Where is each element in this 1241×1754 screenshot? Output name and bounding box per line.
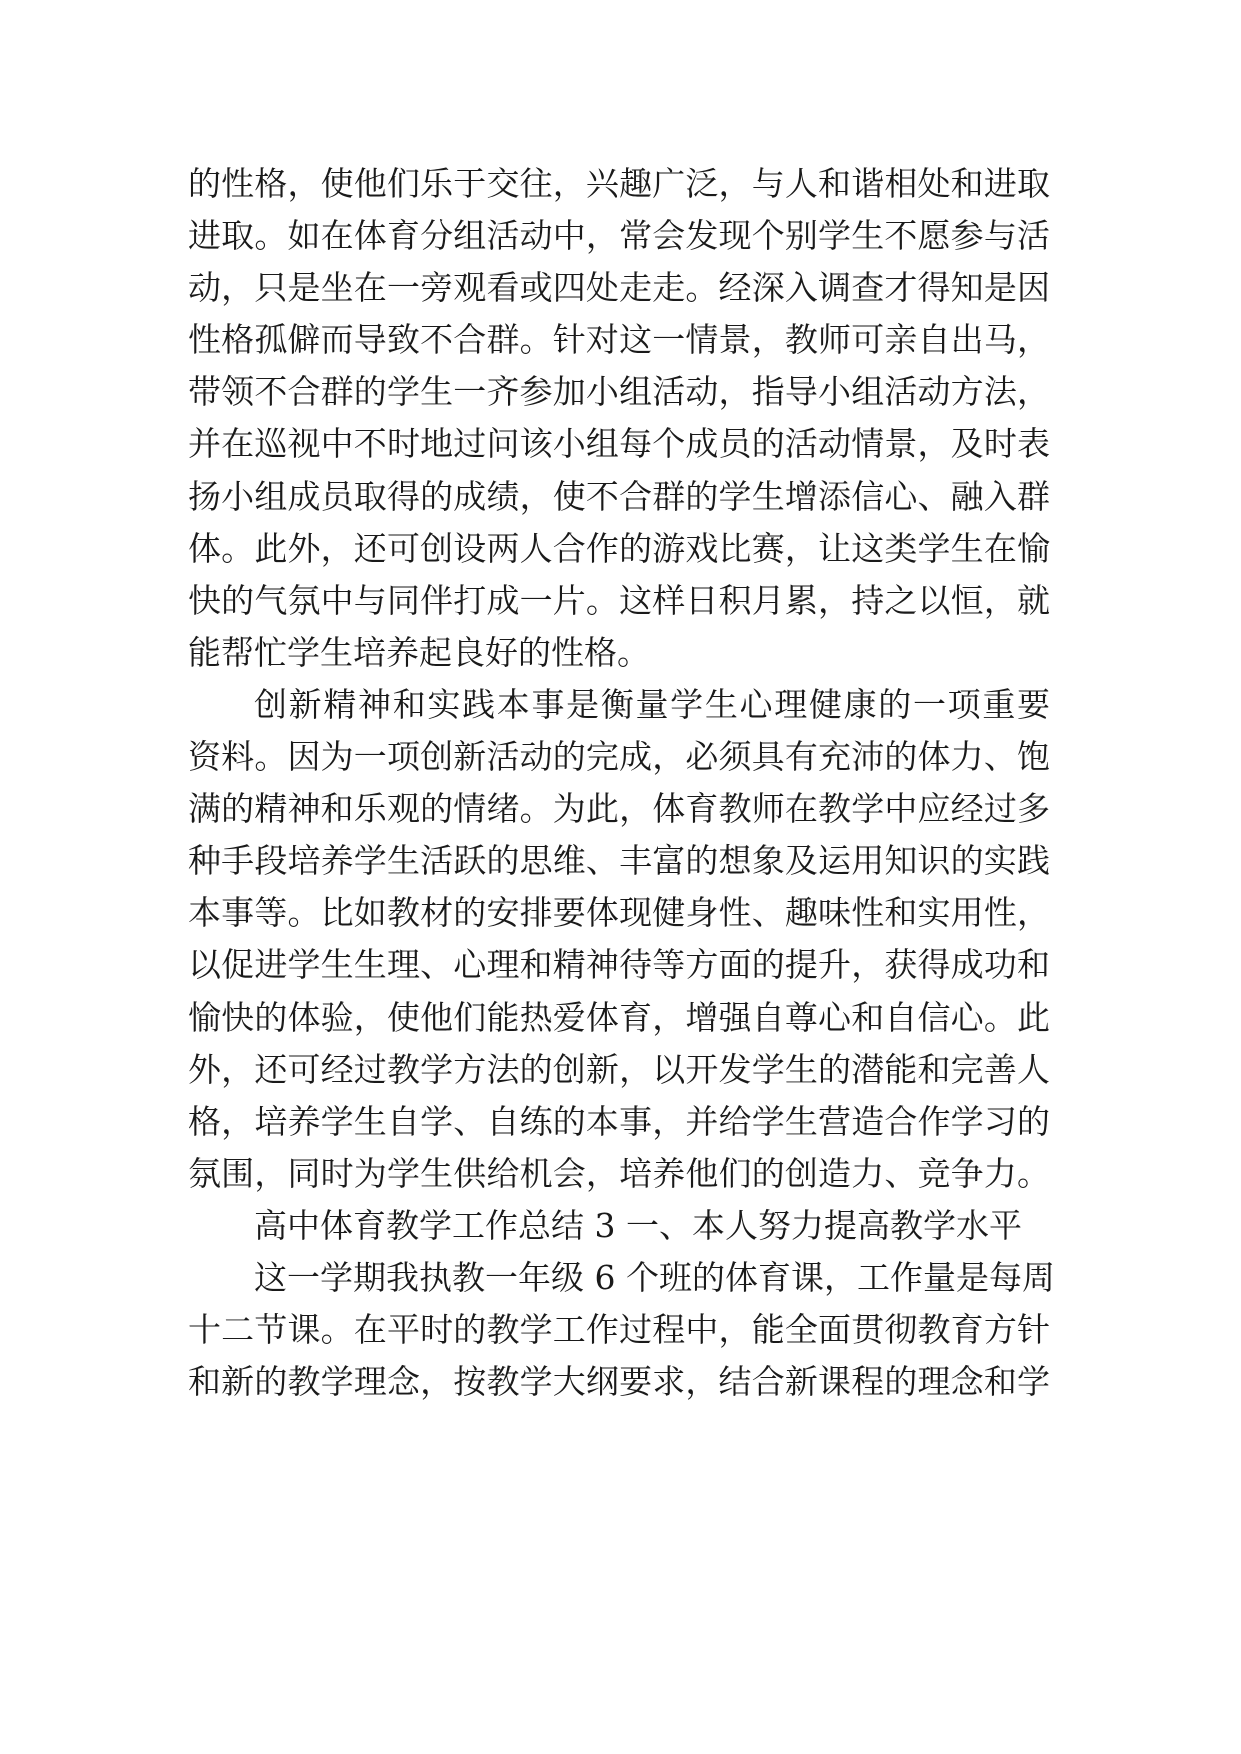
text-line: 能帮忙学生培养起良好的性格。 — [188, 632, 650, 672]
text-line: 进取。如在体育分组活动中，常会发现个别学生不愿参与活 — [188, 216, 1050, 256]
text-line: 和新的教学理念，按教学大纲要求，结合新课程的理念和学 — [188, 1362, 1050, 1402]
body-text — [188, 158, 1055, 1408]
text-line: 种手段培养学生活跃的思维、丰富的想象及运用知识的实践 — [188, 841, 1050, 881]
text-line: 资料。因为一项创新活动的完成，必须具有充沛的体力、饱 — [188, 737, 1050, 777]
text-line: 氛围，同时为学生供给机会，培养他们的创造力、竞争力。 — [188, 1153, 1050, 1193]
text-line: 外，还可经过教学方法的创新，以开发学生的潜能和完善人 — [188, 1049, 1050, 1089]
text-line: 动，只是坐在一旁观看或四处走走。经深入调查才得知是因 — [188, 268, 1050, 308]
text-line: 本事等。比如教材的安排要体现健身性、趣味性和实用性， — [188, 893, 1050, 933]
text-line: 十二节课。在平时的教学工作过程中，能全面贯彻教育方针 — [188, 1310, 1050, 1350]
text-line: 扬小组成员取得的成绩，使不合群的学生增添信心、融入群 — [188, 476, 1050, 516]
text-line: 性格孤僻而导致不合群。针对这一情景，教师可亲自出马， — [188, 320, 1050, 360]
paragraph-first-line: 创新精神和实践本事是衡量学生心理健康的一项重要 — [254, 684, 1050, 724]
text-line: 并在巡视中不时地过问该小组每个成员的活动情景，及时表 — [188, 424, 1050, 464]
section-heading-line: 高中体育教学工作总结 3 一、本人努力提高教学水平 — [254, 1205, 1022, 1245]
text-line: 体。此外，还可创设两人合作的游戏比赛，让这类学生在愉 — [188, 528, 1050, 568]
text-line: 的性格，使他们乐于交往，兴趣广泛，与人和谐相处和进取 — [188, 164, 1050, 203]
text-line: 满的精神和乐观的情绪。为此，体育教师在教学中应经过多 — [188, 789, 1050, 829]
text-line: 快的气氛中与同伴打成一片。这样日积月累，持之以恒，就 — [188, 580, 1050, 620]
text-line: 愉快的体验，使他们能热爱体育，增强自尊心和自信心。此 — [188, 997, 1050, 1037]
paragraph-first-line: 这一学期我执教一年级 6 个班的体育课，工作量是每周 — [254, 1257, 1055, 1297]
text-line: 以促进学生生理、心理和精神待等方面的提升，获得成功和 — [188, 945, 1050, 985]
text-line: 格，培养学生自学、自练的本事，并给学生营造合作学习的 — [188, 1101, 1050, 1141]
text-line: 带领不合群的学生一齐参加小组活动，指导小组活动方法， — [188, 372, 1050, 412]
